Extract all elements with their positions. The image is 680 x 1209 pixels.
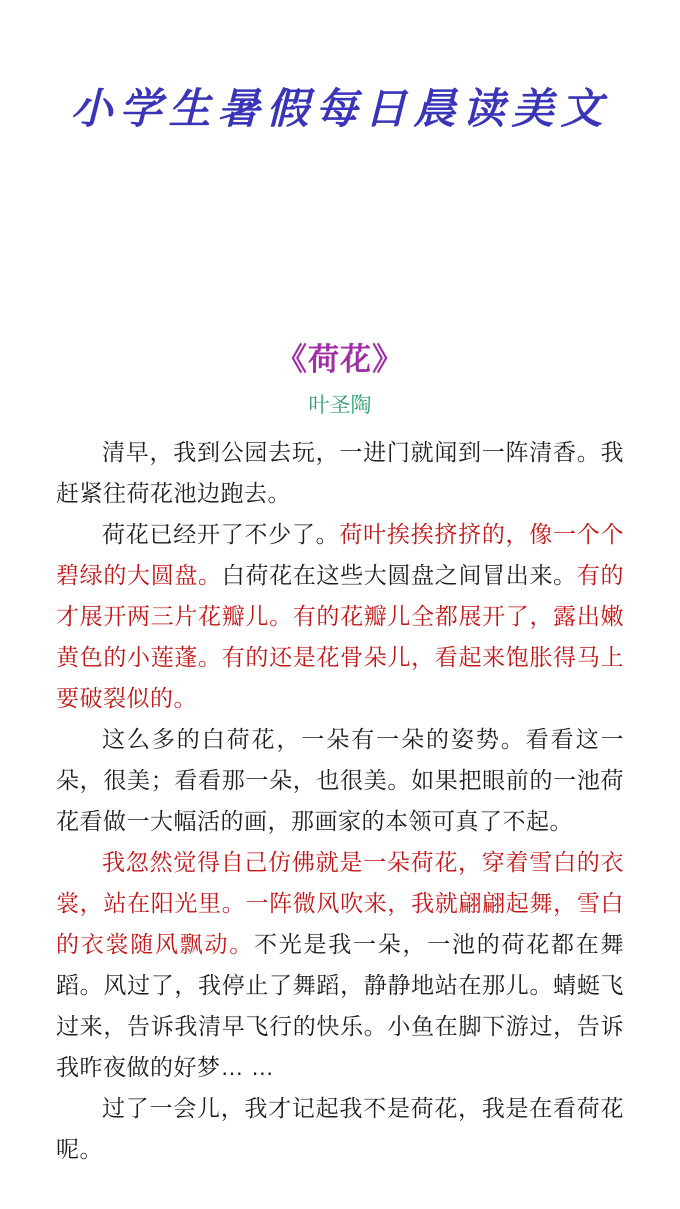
paragraph <box>56 514 624 719</box>
text-segment-black: 不光是我一朵，一池的荷花都在舞蹈。风过了，我停止了舞蹈，静静地站在那儿。蜻蜓飞过来，告诉我清早飞行的快乐。小鱼在脚下游过，告诉我昨夜做的好梦… … <box>56 931 624 1080</box>
text-segment-black: 过了一会儿，我才记起我不是荷花，我是在看荷花呢。 <box>56 1095 624 1162</box>
text-segment-black: 清早，我到公园去玩，一进门就闻到一阵清香。我赶紧往荷花池边跑去。 <box>56 439 624 506</box>
paragraph <box>56 842 624 1088</box>
text-segment-red: 有的才展开两三片花瓣儿。有的花瓣儿全都展开了，露出嫩黄色的小莲蓬。有的还是花骨朵儿，看起来饱胀得马上要破裂似的。 <box>56 562 625 711</box>
document-header-title: 小学生暑假每日晨读美文 <box>70 87 610 133</box>
paragraph <box>56 719 624 842</box>
text-segment-black: 荷花已经开了不少了。 <box>102 521 340 547</box>
text-segment-black: 白荷花在这些大圆盘之间冒出来。 <box>221 562 577 588</box>
article-author: 叶圣陶 <box>308 394 372 417</box>
paragraph <box>56 432 624 514</box>
paragraph <box>56 1088 624 1170</box>
text-segment-red: 荷叶挨挨挤挤的，像一个个碧绿的大圆盘。 <box>56 521 625 588</box>
article-body <box>56 432 624 1170</box>
text-segment-black: 这么多的白荷花，一朵有一朵的姿势。看看这一朵，很美；看看那一朵，也很美。如果把眼前的一池荷花看做一大幅活的画，那画家的本领可真了不起。 <box>56 726 624 834</box>
article-title: 《荷花》 <box>276 342 404 377</box>
text-segment-red: 我忽然觉得自己仿佛就是一朵荷花，穿着雪白的衣裳，站在阳光里。一阵微风吹来，我就翩翩起舞，雪白的衣裳随风飘动。 <box>56 849 624 957</box>
